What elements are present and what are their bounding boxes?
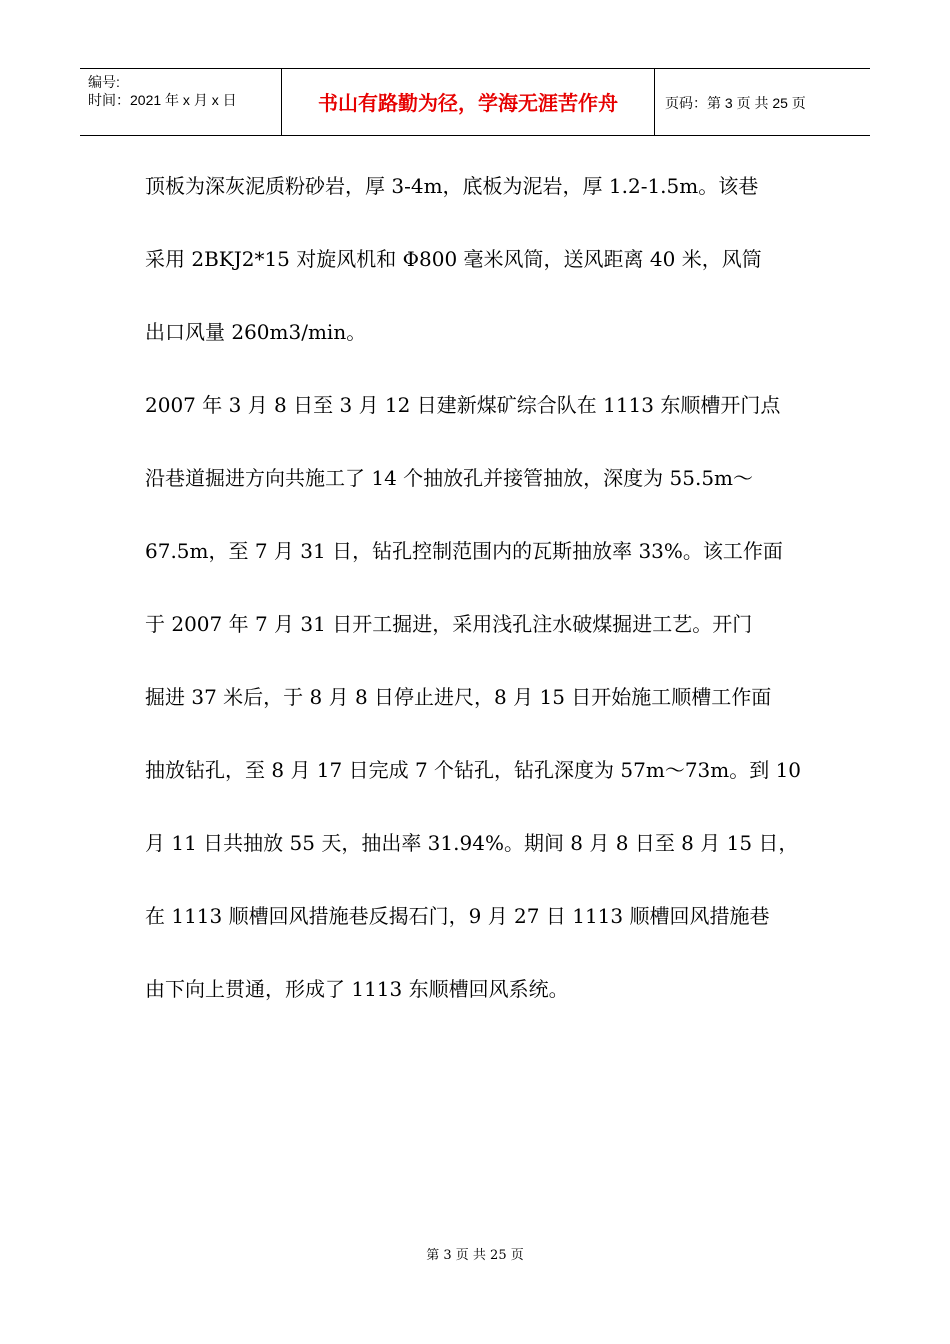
body-line: 67.5m，至 7 月 31 日，钻孔控制范围内的瓦斯抽放率 33%。该工作面 bbox=[145, 539, 783, 563]
body-line: 掘进 37 米后，于 8 月 8 日停止进尺，8 月 15 日开始施工顺槽工作面 bbox=[145, 685, 772, 709]
body-line: 于 2007 年 7 月 31 日开工掘进，采用浅孔注水破煤掘进工艺。开门 bbox=[145, 612, 753, 636]
body-line: 顶板为深灰泥质粉砂岩，厚 3-4m，底板为泥岩，厚 1.2-1.5m。该巷 bbox=[145, 174, 759, 198]
body-line: 2007 年 3 月 8 日至 3 月 12 日建新煤矿综合队在 1113 东顺槽开门点 bbox=[145, 393, 781, 417]
header-page-info: 页码：第 3 页 共 25 页 bbox=[665, 95, 806, 111]
header-motto: 书山有路勤为径，学海无涯苦作舟 bbox=[318, 91, 618, 115]
body-line: 沿巷道掘进方向共施工了 14 个抽放孔并接管抽放，深度为 55.5m～ bbox=[145, 466, 754, 490]
body-line: 在 1113 顺槽回风措施巷反揭石门，9 月 27 日 1113 顺槽回风措施巷 bbox=[145, 904, 770, 928]
body-line: 出口风量 260m3/min。 bbox=[145, 320, 367, 344]
header-divider-right bbox=[654, 69, 655, 135]
time-line: 时间：2021 年 x 月 x 日 bbox=[88, 92, 237, 108]
header-meta bbox=[88, 69, 284, 135]
body-line: 采用 2BKJ2*15 对旋风机和 Φ800 毫米风筒，送风距离 40 米，风筒 bbox=[145, 247, 762, 271]
document-header bbox=[80, 68, 870, 136]
body-line: 月 11 日共抽放 55 天，抽出率 31.94%。期间 8 月 8 日至 8 月 15 日， bbox=[145, 831, 799, 855]
body-line: 抽放钻孔，至 8 月 17 日完成 7 个钻孔，钻孔深度为 57m～73m。到 10 bbox=[145, 758, 802, 782]
body-line: 由下向上贯通，形成了 1113 东顺槽回风系统。 bbox=[145, 977, 569, 1001]
page-footer: 第 3 页 共 25 页 bbox=[426, 1248, 524, 1263]
body-text bbox=[145, 150, 825, 1026]
number-label: 编号: bbox=[88, 74, 120, 90]
